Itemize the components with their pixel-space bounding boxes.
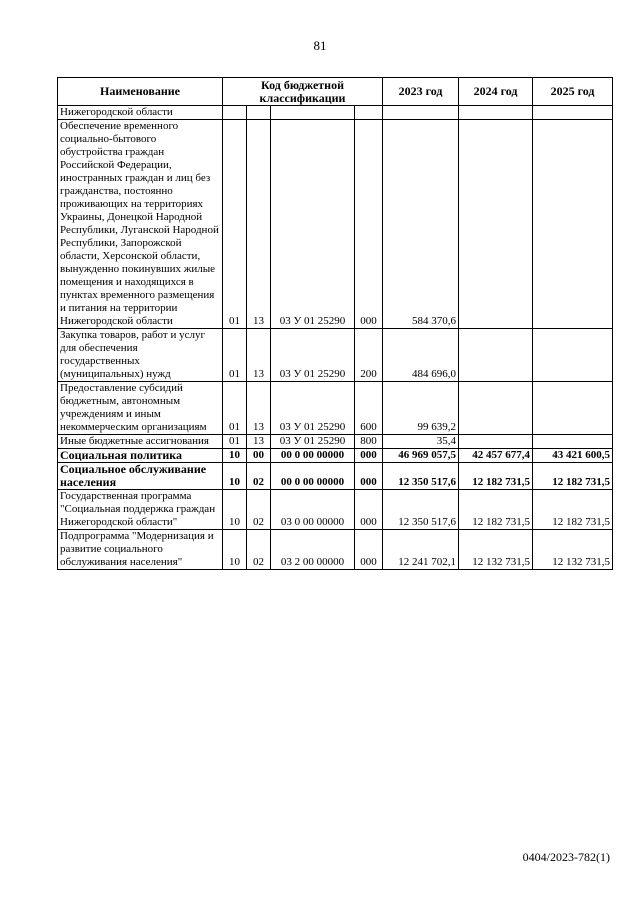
row-code-subsection: 00 [247, 449, 271, 463]
row-code-section: 01 [223, 435, 247, 449]
table-header-row [58, 78, 613, 106]
row-value-2023: 35,4 [383, 435, 459, 449]
row-code-target: 03 У 01 25290 [271, 120, 355, 329]
row-name: Государственная программа "Социальная поддержка граждан Нижегородской области" [58, 490, 223, 530]
row-code-expense-type: 000 [355, 490, 383, 530]
row-code-subsection [247, 106, 271, 120]
row-value-2023: 99 639,2 [383, 382, 459, 435]
row-code-expense-type: 000 [355, 463, 383, 490]
row-value-2023 [383, 106, 459, 120]
row-value-2024 [459, 120, 533, 329]
row-code-target: 03 0 00 00000 [271, 490, 355, 530]
row-code-target: 00 0 00 00000 [271, 449, 355, 463]
row-value-2025 [533, 106, 613, 120]
table-row [58, 463, 613, 490]
row-code-subsection: 13 [247, 382, 271, 435]
row-name: Предоставление субсидий бюджетным, автономным учреждениям и иным некоммерческим организациям [58, 382, 223, 435]
header-code: Код бюджетной классификации [223, 78, 383, 106]
row-code-section: 01 [223, 382, 247, 435]
row-value-2023: 12 241 702,1 [383, 530, 459, 570]
row-code-expense-type: 000 [355, 449, 383, 463]
row-code-section: 10 [223, 449, 247, 463]
row-name: Обеспечение временного социально-бытового обустройства граждан Российской Федерации, иностранных граждан и лиц без гражданства, постоянно проживающих на территориях Украины, Донецкой Народной Республики, Луганской Народной Республики, Запорожской области, Херсонской области, вынужденно покинувших жилые помещения и находящихся в пунктах временного размещения и питания на территории Нижегородской области [58, 120, 223, 329]
row-code-expense-type: 200 [355, 329, 383, 382]
row-value-2023: 484 696,0 [383, 329, 459, 382]
row-name: Социальное обслуживание населения [58, 463, 223, 490]
row-code-section: 10 [223, 490, 247, 530]
row-value-2024 [459, 382, 533, 435]
row-value-2025 [533, 382, 613, 435]
row-value-2023: 12 350 517,6 [383, 463, 459, 490]
row-value-2024: 12 132 731,5 [459, 530, 533, 570]
row-code-subsection: 02 [247, 490, 271, 530]
row-code-subsection: 02 [247, 463, 271, 490]
table-row [58, 382, 613, 435]
header-2023: 2023 год [383, 78, 459, 106]
row-name: Социальная политика [58, 449, 223, 463]
row-code-section: 01 [223, 120, 247, 329]
table-row [58, 120, 613, 329]
row-value-2025: 12 132 731,5 [533, 530, 613, 570]
row-value-2023: 584 370,6 [383, 120, 459, 329]
row-code-subsection: 13 [247, 329, 271, 382]
table-row [58, 106, 613, 120]
header-2025: 2025 год [533, 78, 613, 106]
row-code-subsection: 02 [247, 530, 271, 570]
row-value-2025 [533, 329, 613, 382]
row-code-section: 10 [223, 530, 247, 570]
row-value-2024: 42 457 677,4 [459, 449, 533, 463]
row-name: Нижегородской области [58, 106, 223, 120]
row-code-expense-type [355, 106, 383, 120]
row-value-2024: 12 182 731,5 [459, 490, 533, 530]
row-code-section: 10 [223, 463, 247, 490]
row-code-target: 03 У 01 25290 [271, 435, 355, 449]
row-name: Закупка товаров, работ и услуг для обеспечения государственных (муниципальных) нужд [58, 329, 223, 382]
row-value-2025: 43 421 600,5 [533, 449, 613, 463]
table-row [58, 449, 613, 463]
row-value-2025 [533, 120, 613, 329]
row-code-target: 00 0 00 00000 [271, 463, 355, 490]
row-value-2024 [459, 435, 533, 449]
row-code-expense-type: 600 [355, 382, 383, 435]
row-code-target: 03 У 01 25290 [271, 329, 355, 382]
row-code-target: 03 У 01 25290 [271, 382, 355, 435]
row-code-section [223, 106, 247, 120]
row-value-2023: 46 969 057,5 [383, 449, 459, 463]
row-value-2025: 12 182 731,5 [533, 490, 613, 530]
row-value-2024 [459, 106, 533, 120]
row-value-2025: 12 182 731,5 [533, 463, 613, 490]
row-code-expense-type: 000 [355, 530, 383, 570]
row-code-subsection: 13 [247, 120, 271, 329]
row-code-subsection: 13 [247, 435, 271, 449]
row-code-target [271, 106, 355, 120]
row-value-2025 [533, 435, 613, 449]
row-value-2023: 12 350 517,6 [383, 490, 459, 530]
table-row [58, 329, 613, 382]
table-body [58, 106, 613, 570]
budget-table [57, 77, 613, 570]
row-code-expense-type: 000 [355, 120, 383, 329]
document-code: 0404/2023-782(1) [522, 850, 610, 864]
row-code-target: 03 2 00 00000 [271, 530, 355, 570]
row-value-2024: 12 182 731,5 [459, 463, 533, 490]
row-code-section: 01 [223, 329, 247, 382]
table-row [58, 435, 613, 449]
table-row [58, 530, 613, 570]
page-number: 81 [313, 38, 327, 53]
row-name: Подпрограмма "Модернизация и развитие социального обслуживания населения" [58, 530, 223, 570]
row-value-2024 [459, 329, 533, 382]
header-name: Наименование [58, 78, 223, 106]
row-name: Иные бюджетные ассигнования [58, 435, 223, 449]
header-2024: 2024 год [459, 78, 533, 106]
row-code-expense-type: 800 [355, 435, 383, 449]
table-row [58, 490, 613, 530]
